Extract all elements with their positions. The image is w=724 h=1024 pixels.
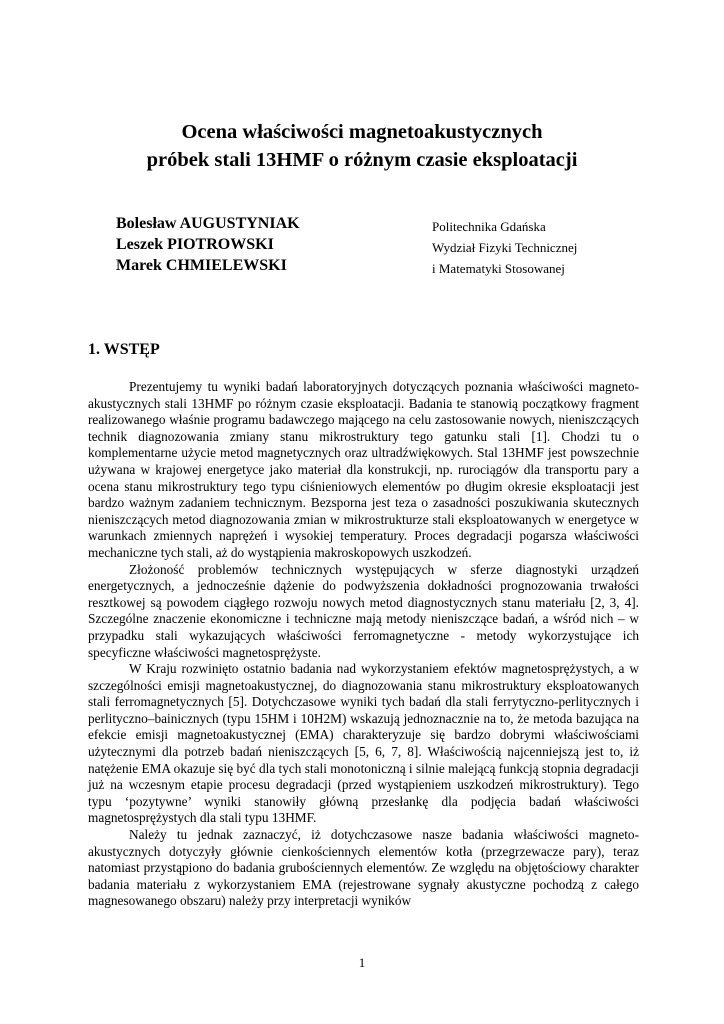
title-line-1: Ocena właściwości magnetoakustycznych <box>181 121 543 143</box>
paragraph: Złożoność problemów technicznych występujących w sferze diagnostyki urządzeń energetycznych, a jednocześnie dążenie do podwyższenia dokładności prognozowania trwałości resztkowej są powodem ciągłego rozwoju nowych metod diagnostycznych stanu materiału [2, 3, 4]. Szczególne znaczenie ekonomiczne i techniczne mają metody nieniszczące badań, a wśród nich – w przypadku stali wykazujących właściwości ferromagnetyczne - metody wykorzystujące ich specyficzne właściwości magnetosprężyste. <box>88 561 639 660</box>
page-number: 1 <box>358 955 366 970</box>
paper-title <box>60 118 664 174</box>
section-heading: 1. WSTĘP <box>88 341 160 358</box>
affiliation-line: Wydział Fizyki Technicznej <box>432 240 578 255</box>
affiliation <box>432 216 577 279</box>
author-name: Bolesław AUGUSTYNIAK <box>116 215 300 232</box>
section-body <box>88 379 639 910</box>
paragraph: Należy tu jednak zaznaczyć, iż dotychczasowe nasze badania właściwości magneto-akustycznych dotyczyły głównie cienkościennych elementów kotła (przegrzewacze pary), teraz natomiast przystąpiono do badania grubościennych elementów. Ze względu na objętościowy charakter badania materiału z wykorzystaniem EMA (rejestrowane sygnały akustyczne pochodzą z całego magnesowanego obszaru) należy przy interpretacji wyników <box>88 827 639 909</box>
author-list <box>116 213 300 276</box>
title-line-2: próbek stali 13HMF o różnym czasie eksploatacji <box>146 149 578 171</box>
affiliation-line: Politechnika Gdańska <box>432 219 546 234</box>
affiliation-line: i Matematyki Stosowanej <box>432 261 565 276</box>
author-name: Leszek PIOTROWSKI <box>116 236 274 253</box>
author-name: Marek CHMIELEWSKI <box>116 257 287 274</box>
paragraph: Prezentujemy tu wyniki badań laboratoryjnych dotyczących poznania właściwości magneto-akustycznych stali 13HMF po różnym czasie eksploatacji. Badania te stanowią początkowy fragment realizowanego właśnie programu badawczego mającego na celu zastosowanie nowych, nieniszczących technik diagnozowania zmiany stanu mikrostruktury tego gatunku stali [1]. Chodzi tu o komplementarne użycie metod magnetycznych oraz ultradźwiękowych. Stal 13HMF jest powszechnie używana w krajowej energetyce jako materiał dla konstrukcji, np. rurociągów dla transportu pary a ocena stanu mikrostruktury tego typu ciśnieniowych elementów po długim okresie eksploatacji jest bardzo ważnym zadaniem technicznym. Bezsporna jest teza o zasadności poszukiwania skutecznych nieniszczących metod diagnozowania zmian w mikrostrukturze stali eksploatowanych w energetyce w warunkach zmiennych naprężeń i wysokiej temperatury. Proces degradacji pogarsza właściwości mechaniczne tych stali, aż do wystąpienia makroskopowych uszkodzeń. <box>88 379 639 560</box>
paragraph: W Kraju rozwinięto ostatnio badania nad wykorzystaniem efektów magnetosprężystych, a w szczególności emisji magnetoakustycznej, do diagnozowania stanu mikrostruktury eksploatowanych stali ferromagnetycznych [5]. Dotychczasowe wyniki tych badań dla stali ferrytyczno-perlitycznych i perlityczno–bainicznych (typu 15HM i 10H2M) wskazują jednoznacznie na to, że metoda bazująca na efekcie emisji magnetoakustycznej (EMA) charakteryzuje się bardzo dobrymi właściwościami użytecznymi dla potrzeb badań nieniszczących [5, 6, 7, 8]. Właściwością najcenniejszą jest to, iż natężenie EMA okazuje się być dla tych stali monotoniczną i silnie malejącą funkcją stopnia degradacji już na wczesnym etapie procesu degradacji (przed wystąpieniem uszkodzeń mikrostruktury). Tego typu ‘pozytywne’ wyniki stanowiły główną przesłankę dla podjęcia badań właściwości magnetosprężystych dla stali typu 13HMF. <box>88 661 639 826</box>
